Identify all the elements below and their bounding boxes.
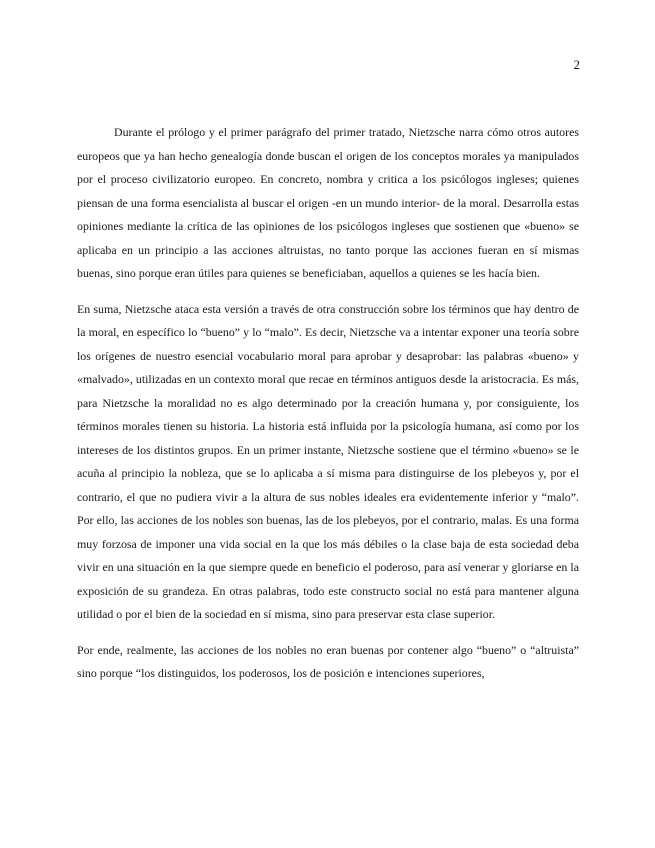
page-number: 2 — [573, 57, 580, 72]
paragraph-1: Durante el prólogo y el primer parágrafo del primer tratado, Nietzsche narra cómo otros autores europeos que ya han hecho genealogía donde buscan el origen de los conceptos morales ya manipulados por el proceso civilizatorio europeo. En concreto, nombra y critica a los psicólogos ingleses; quienes piensan de una forma esencialista al buscar el origen -en un mundo interior- de la moral. Desarrolla estas opiniones mediante la crítica de las opiniones de los psicólogos ingleses que sostienen que «bueno» se aplicaba en un principio a las acciones altruistas, no tanto porque las acciones fueran en sí mismas buenas, sino porque eran útiles para quienes se beneficiaban, aquellos a quienes se les hacía bien. — [77, 125, 579, 280]
document-body — [77, 121, 579, 686]
paragraph-2: En suma, Nietzsche ataca esta versión a través de otra construcción sobre los términos que hay dentro de la moral, en específico lo “bueno” y lo “malo”. Es decir, Nietzsche va a intentar exponer una teoría sobre los orígenes de nuestro esencial vocabulario moral para aprobar y desaprobar: las palabras «bueno» y «malvado», utilizadas en un contexto moral que recae en términos antiguos desde la aristocracia. Es más, para Nietzsche la moralidad no es algo determinado por la creación humana y, por consiguiente, los términos morales tienen su historia. La historia está influida por la psicología humana, así como por los intereses de los distintos grupos. En un primer instante, Nietzsche sostiene que el término «bueno» se le acuña al principio la nobleza, que se lo aplicaba a sí misma para distinguirse de los plebeyos y, por el contrario, el que no pudiera vivir a la altura de sus nobles ideales era evidentemente inferior y “malo”. Por ello, las acciones de los nobles son buenas, las de los plebeyos, por el contrario, malas. Es una forma muy forzosa de imponer una vida social en la que los más débiles o la clase baja de esta sociedad deba vivir en una situación en la que siempre quede en beneficio el poderoso, para así venerar y gloriarse en la exposición de su grandeza. En otras palabras, todo este constructo social no está para mantener alguna utilidad o por el bien de la sociedad en sí misma, sino para preservar esta clase superior. — [77, 301, 579, 621]
paragraph-3: Por ende, realmente, las acciones de los nobles no eran buenas por contener algo “bueno” o “altruista” sino porque “los distinguidos, los poderosos, los de posición e intenciones superiores, — [77, 642, 579, 680]
